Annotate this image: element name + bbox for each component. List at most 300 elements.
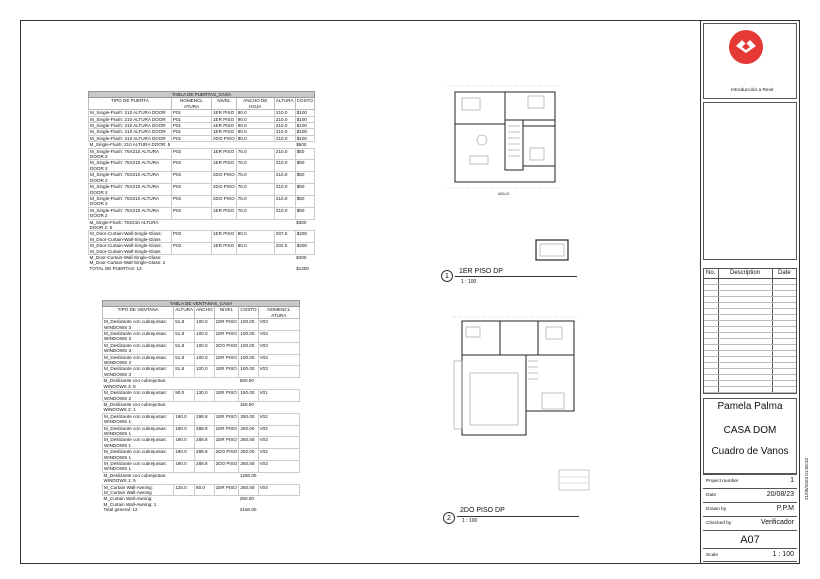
view-2-scale: 1 : 100 [462,518,478,524]
door-cell: 202.5 [274,243,295,255]
door-cell: 90.0 [236,135,274,141]
window-cell: 100.00 [239,331,258,343]
window-cell: V04 [258,484,299,496]
window-cell: M_Deslizante con cubrejuntas: WINDOWS 3 [103,342,174,354]
door-cell: 90.0 [236,123,274,129]
revision-row-line [704,338,796,339]
window-cell: M_Deslizante con cubrejuntas: WINDOWS 1 [103,449,174,461]
door-cell: 210.0 [274,129,295,135]
door-cell: $100 [295,116,314,122]
view-1-scale: 1 : 100 [461,279,477,285]
door-row [89,207,315,219]
door-cell: M_Door-Curtain-Wall-Single-Glass: M_Door-Curtain-Wall-Single-Glass [89,231,172,243]
window-cell: V01 [258,390,299,402]
window-cell: M_Deslizante con cubrejuntas: WINDOWS 3 [103,354,174,366]
door-cell: P02 [171,148,211,160]
window-row [103,437,300,449]
scale-label: Scale [706,553,718,558]
window-cell: 288.8 [195,460,215,472]
print-timestamp: 21/06/2023 01:06:32 [804,457,809,500]
window-row [103,413,300,425]
door-header-cell: TIPO DE PUERTA [89,98,172,110]
window-cell: 190.0 [174,437,195,449]
window-cell: 100.00 [239,354,258,366]
window-cell: 1ER PISO [214,484,239,496]
window-cell: 1ER PISO [214,319,239,331]
checked-by-value: Verificador [760,519,794,526]
window-cell: 2150.00 [239,507,257,513]
window-cell: 190.0 [174,460,195,472]
door-cell: 210.0 [274,160,295,172]
sheet-name: Cuadro de Vanos [711,446,789,457]
window-cell: 250.00 [239,484,258,496]
door-cell: P01 [171,116,211,122]
window-cell: M_Deslizante con cubrejuntas: WINDOWS 3: 5 [103,378,167,389]
window-cell [174,496,195,507]
revision-row-line [704,314,796,315]
window-cell [195,507,215,512]
door-cell: P02 [171,184,211,196]
window-cell: V03 [258,342,299,354]
door-row [89,148,315,160]
window-cell: 250.00 [239,437,258,449]
drawn-by-value: P.P.M [776,505,794,512]
door-cell: 210.0 [274,110,295,116]
window-cell [174,378,195,390]
revision-row-line [704,386,796,387]
door-cell: 1ER PISO [212,148,237,160]
door-cell: 210.0 [274,195,295,207]
door-cell: $50 [295,160,314,172]
window-cell: M_Deslizante con cubrejuntas: WINDOWS 2: 1 [103,401,167,413]
door-cell: M_Single-Flush: 75X210 ALTURA DOOR 2 [89,148,172,160]
door-cell: 75.0 [236,148,274,160]
revision-row-line [704,308,796,309]
door-cell: 1ER PISO [213,129,235,135]
door-cell: P02 [171,207,211,219]
door-cell [171,254,211,265]
door-cell: $50 [295,172,314,184]
company-logo [729,30,763,64]
drawn-by-label: Drawn by [706,507,727,512]
window-row [103,366,300,378]
view-2-number: 2 [443,512,455,524]
window-cell: 2DO PISO [214,460,239,472]
door-cell: 207.5 [274,231,295,243]
door-header-cell: ALTURA [274,98,295,110]
window-row [103,378,300,390]
revision-row-line [704,350,796,351]
window-row [103,496,300,507]
window-header-cell: TIPO DE VENTANA [103,307,174,319]
door-cell: $50 [295,184,314,196]
door-cell [236,254,274,265]
window-cell [174,472,195,484]
door-cell: 75.0 [236,160,274,172]
door-cell: 90.0 [236,110,274,116]
first-floor-plan [440,82,565,202]
window-row [103,390,300,402]
window-row [103,342,300,354]
window-cell: M_Deslizante con cubrejuntas: WINDOWS 1 [103,437,174,449]
windows-schedule [102,300,300,513]
door-row [89,243,315,255]
window-cell: M_Deslizante con cubrejuntas: WINDOWS 1 [103,460,174,472]
window-cell: 190.0 [174,425,195,437]
revision-row-line [704,368,796,369]
door-cell: 2DO PISO [212,184,237,196]
door-cell: 2DO PISO [212,195,237,207]
field-scale [703,548,797,562]
door-row [89,160,315,172]
door-cell: 1ER PISO [213,110,235,116]
door-row [89,254,315,265]
door-cell: 75.0 [236,195,274,207]
window-cell: 51.8 [174,342,195,354]
window-cell: M_Deslizante con cubrejuntas: WINDOWS 2 [103,390,174,402]
door-cell: $50 [295,195,314,207]
window-cell [258,496,299,507]
door-cell: P01 [171,129,211,135]
door-cell [236,219,274,231]
project-number-value: 1 [790,477,794,484]
door-cell: M_Single-Flush: 210 ALTURA DOOR [89,129,172,135]
window-cell: 1ER PISO [214,331,239,343]
door-cell: P02 [171,195,211,207]
window-cell: 100.0 [195,331,215,343]
plan-label-down: ABAJO [498,192,510,196]
revision-row-line [704,356,796,357]
door-cell: 210.0 [274,135,295,141]
window-cell: V02 [258,437,299,449]
revision-row-line [704,296,796,297]
door-cell [274,254,295,265]
door-cell: 210.0 [274,172,295,184]
window-cell: 100.0 [195,319,215,331]
window-cell: 288.8 [195,437,215,449]
window-cell [214,472,239,484]
revision-row-line [704,344,796,345]
door-cell: 90.0 [236,129,274,135]
date-value: 20/08/23 [766,491,794,498]
windows-schedule-title: TABLA DE VENTANAS_CASA [103,301,300,307]
revision-row-line [704,326,796,327]
revision-row-line [704,290,796,291]
window-cell [214,401,239,413]
door-cell: M_Single-Flush: 75X210 ALTURA DOOR 2 [89,207,172,219]
view-2-name: 2DO PISO DP [460,507,505,514]
door-cell: M_Single-Flush: 75X210 ALTURA DOOR 2 [89,172,172,184]
door-cell [274,219,295,231]
door-row [89,195,315,207]
scale-value: 1 : 100 [772,551,794,558]
door-cell: 210.0 [274,148,295,160]
window-cell: 1ER PISO [214,366,239,378]
door-cell: 2DO PISO [213,135,235,141]
window-cell: 190.0 [174,413,195,425]
window-cell: 1ER PISO [214,354,239,366]
revision-row-line [704,380,796,381]
window-cell: 150.00 [239,390,258,402]
door-cell: 1ER PISO [212,231,237,243]
door-cell: M_Single-Flush: 75X210 ALTURA DOOR 2 [89,160,172,172]
window-cell: 51.8 [174,331,195,343]
door-cell: $1200 [296,265,309,271]
window-cell: M_Deslizante con cubrejuntas: WINDOWS 3 [103,331,174,343]
window-cell: V03 [258,366,299,378]
door-cell: P02 [171,160,211,172]
window-cell: 1ER PISO [214,413,239,425]
window-cell [214,507,239,512]
door-cell: M_Single-Flush: 75X210 ALTURA DOOR 2 [89,195,172,207]
window-cell: 2DO PISO [214,342,239,354]
window-cell: 250.00 [239,460,258,472]
window-row [103,460,300,472]
window-cell: V02 [258,413,299,425]
project-name: CASA DOM [723,425,777,436]
revision-row-line [704,302,796,303]
field-drawn-by [703,502,797,516]
door-cell [212,266,237,271]
window-row [103,319,300,331]
door-cell: $100 [295,123,314,129]
door-cell: $50 [295,148,314,160]
door-cell: P01 [171,110,211,116]
door-cell: M_Single-Flush: 75X210 ALTURA DOOR 2 [89,184,172,196]
window-row [103,425,300,437]
project-number-label: Project number [706,479,739,484]
revision-row-line [704,320,796,321]
door-cell: $100 [295,110,314,116]
window-row [103,331,300,343]
window-cell: 190.0 [174,449,195,461]
door-cell: 210.0 [274,184,295,196]
door-cell: P02 [171,172,211,184]
window-cell: 51.8 [174,354,195,366]
door-header-cell: NIVEL [212,98,237,110]
window-header-cell: ALTURA [174,307,195,319]
view-1-name: 1ER PISO DP [459,268,503,275]
window-cell: 250.00 [239,413,258,425]
door-row [89,184,315,196]
window-cell: 1ER PISO [214,390,239,402]
window-cell [258,401,299,413]
window-cell [195,401,215,413]
revision-row-line [704,374,796,375]
door-cell: 210.0 [274,123,295,129]
door-row [89,231,315,243]
door-cell: 1ER PISO [213,116,235,122]
window-cell [258,507,299,512]
door-cell: 75.0 [236,184,274,196]
door-cell: 80.0 [236,231,274,243]
window-row [103,472,300,484]
door-cell: 210.0 [274,116,295,122]
window-cell: 500.00 [239,378,254,384]
window-cell [195,378,215,390]
window-cell: M_Deslizante con cubrejuntas: WINDOWS 1 [103,425,174,437]
window-cell: M_Curtain Wall-Awning: M_Curtain Wall-Awning: 1 [103,496,157,507]
window-cell: 51.8 [174,319,195,331]
window-cell: V03 [258,354,299,366]
window-cell: 1250.00 [239,472,257,478]
door-cell: 210.0 [274,207,295,219]
window-cell: 100.00 [239,342,258,354]
door-cell: M_Single-Flush: 210 ALTURA DOOR [89,110,172,116]
door-cell [171,266,211,271]
field-checked-by [703,516,797,530]
window-row [103,354,300,366]
window-cell: 288.8 [195,425,215,437]
window-header-cell: NOMENCL ATURA [258,307,299,319]
doors-schedule [88,91,315,271]
window-cell: V02 [258,460,299,472]
window-cell: 100.0 [195,342,215,354]
blank-panel [703,102,797,260]
revision-row-line [704,332,796,333]
door-cell [236,266,274,271]
revision-row-line [704,392,796,393]
window-cell: Total general: 12 [103,507,138,513]
door-cell: M_Door-Curtain-Wall-Single-Glass: M_Door-Curtain-Wall-Single-Glass: 2 [89,254,166,266]
door-cell: P03 [171,243,211,255]
window-cell: 288.8 [195,449,215,461]
window-cell: 250.00 [239,496,254,502]
view-1-number: 1 [441,270,453,282]
view-1-underline [455,276,577,277]
first-floor-detail [530,236,578,264]
field-sheet-number [703,530,797,548]
window-cell: 100.0 [195,366,215,378]
door-cell [171,219,211,231]
door-cell: TOTAL DE PUERTAS: 13 [89,265,142,271]
window-cell: 90.0 [174,390,195,402]
door-row [89,219,315,231]
door-cell: 90.0 [236,116,274,122]
door-cell: M_Single-Flush: 210 ALTURA DOOR [89,116,172,122]
door-cell: M_Single-Flush: 75X210 ALTURA DOOR 2: 6 [89,219,159,230]
window-row [103,507,300,512]
window-cell [174,401,195,413]
door-cell: 1ER PISO [213,123,235,129]
door-cell: $200 [295,243,314,255]
window-header-cell: NIVEL [214,307,239,319]
door-cell: P01 [171,123,211,129]
door-cell: $50 [295,207,314,219]
window-cell [258,378,299,390]
window-header-cell: COSTO [239,307,258,319]
company-name: Introducción a Revit [731,88,774,93]
window-row [103,449,300,461]
rev-header-description: Description [730,270,761,276]
door-cell: P01 [171,135,211,141]
second-floor-detail [556,467,592,493]
window-header-cell: ANCHO [195,307,215,319]
window-cell [174,507,195,512]
door-cell: P03 [171,231,211,243]
door-cell [274,266,295,271]
window-cell: V03 [258,331,299,343]
door-header-cell: ANCHO DE HOJA [236,98,274,110]
window-cell: 1ER PISO [214,425,239,437]
door-cell: 75.0 [236,172,274,184]
second-floor-plan [450,313,585,443]
window-cell: 250.00 [239,425,258,437]
field-date [703,488,797,502]
owner-name: Pamela Palma [717,401,783,412]
door-cell: $100 [295,135,314,141]
door-cell: 1ER PISO [212,160,237,172]
doors-schedule-title: TABLA DE PUERTAS_CASA [89,92,315,98]
window-cell [195,472,215,484]
window-cell: M_Deslizante con cubrejuntas: WINDOWS 1: 5 [103,472,167,484]
door-cell: M_Door-Curtain-Wall-Single-Glass: M_Door-Curtain-Wall-Single-Glass [89,243,172,255]
window-cell: 100.00 [239,366,258,378]
window-cell [258,472,299,484]
door-cell: 1ER PISO [212,243,237,255]
door-cell: $500 [296,142,307,148]
door-cell: $400 [296,254,307,260]
door-row [89,266,315,271]
window-cell: V03 [258,319,299,331]
window-cell: M_Deslizante con cubrejuntas: WINDOWS 1 [103,413,174,425]
window-cell: 80.0 [195,484,215,496]
revision-row-line [704,362,796,363]
window-cell [195,496,215,507]
door-cell: M_Single-Flush: 210 ALTURA DOOR [89,123,172,129]
door-cell: $100 [295,129,314,135]
window-cell: 125.0 [174,484,195,496]
door-cell [212,219,237,231]
view-2-underline [457,516,579,517]
window-cell: V02 [258,425,299,437]
window-cell: 250.00 [239,449,258,461]
window-row [103,484,300,496]
door-cell: 80.0 [236,243,274,255]
door-header-cell: NOMENCL ATURA [171,98,211,110]
door-cell: 2DO PISO [212,172,237,184]
door-cell: $300 [296,219,307,225]
door-cell: $200 [295,231,314,243]
window-cell: 288.8 [195,413,215,425]
door-cell: 1ER PISO [212,207,237,219]
window-cell: M_Deslizante con cubrejuntas: WINDOWS 3 [103,319,174,331]
window-cell [214,496,239,507]
door-cell: M_Single-Flush: 210 ALTURA DOOR [89,135,172,141]
window-cell: 150.00 [239,401,254,407]
checked-by-label: Checked by [706,521,732,526]
window-cell: M_Curtain Wall-Awning: M_Curtain Wall-Awning [103,484,174,496]
revision-table [703,268,797,394]
door-row [89,172,315,184]
revision-row-line [704,284,796,285]
rev-header-no: No. [706,270,716,276]
window-cell: 130.0 [195,390,215,402]
window-cell: M_Deslizante con cubrejuntas: WINDOWS 3 [103,366,174,378]
window-row [103,401,300,413]
window-cell: 2DO PISO [214,449,239,461]
field-project-number [703,474,797,488]
sheet-number: A07 [740,534,760,546]
window-cell: 100.0 [195,354,215,366]
window-cell [214,378,239,390]
date-label: Date [706,493,717,498]
rev-header-date: Date [778,270,791,276]
door-cell: M_Single-Flush: 210 ALTURA DOOR: 5 [89,142,171,148]
window-cell: 100.00 [239,319,258,331]
window-cell: 51.8 [174,366,195,378]
window-cell: 1ER PISO [214,437,239,449]
